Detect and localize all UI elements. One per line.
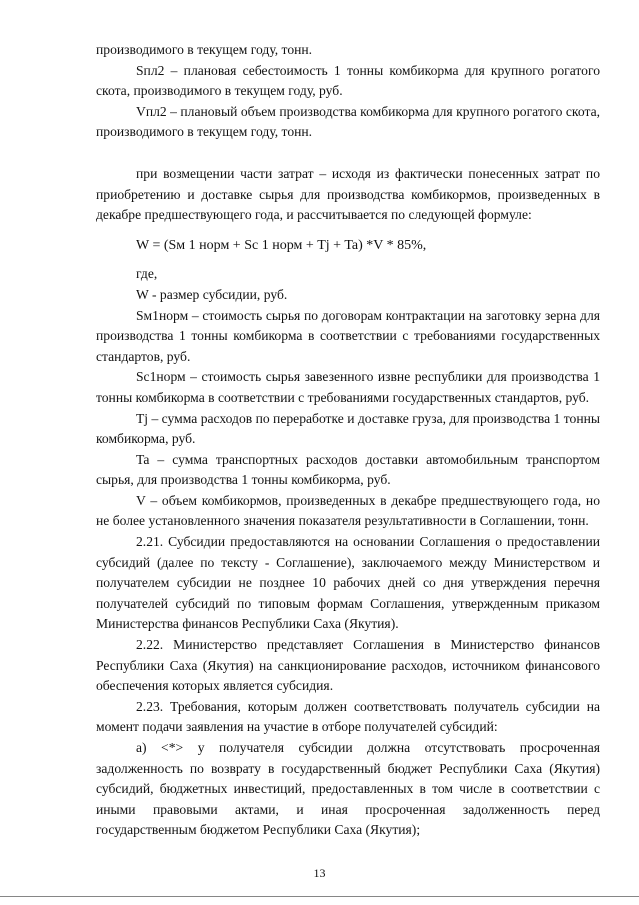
text-paragraph: Ta – сумма транспортных расходов доставки автомобильным транспортом сырья, для производства 1 тонны комбикорма, руб. xyxy=(96,451,600,488)
clause-2-22: 2.22. Министерство представляет Соглашения в Министерство финансов Республики Саха (Якутия) на санкционирование расходов, источником финансового обеспечения которых является субсидия. xyxy=(96,637,600,694)
bottom-edge-line xyxy=(0,896,639,897)
text-paragraph: Sпл2 – плановая себестоимость 1 тонны комбикорма для крупного рогатого скота, производимого в текущем году, руб. xyxy=(96,62,600,99)
text-paragraph: Sc1норм – стоимость сырья завезенного извне республики для производства 1 тонны комбикорма в соответствии с требованиями государственных стандартов, руб. xyxy=(96,369,600,405)
text-paragraph: Sм1норм – стоимость сырья по договорам контрактации на заготовку зерна для производства 1 тонны комбикорма в соответствии с требованиями государственных стандартов, руб. xyxy=(96,307,600,364)
clause-2-21: 2.21. Субсидии предоставляются на основании Соглашения о предоставлении субсидий (далее по тексту - Соглашение), заключаемого между Министерством и получателем субсидии не позднее 10 рабочих дней со дня утверждения перечня получателей субсидий по типовым формам Соглашения, утвержденным приказом Министерства финансов Республики Саха (Якутия). xyxy=(96,534,600,632)
text-paragraph: производимого в текущем году, тонн. xyxy=(96,42,313,57)
clause-2-23: 2.23. Требования, которым должен соответствовать получатель субсидии на момент подачи заявления на участие в отборе получателей субсидий: xyxy=(96,698,600,735)
text-paragraph: при возмещении части затрат – исходя из фактически понесенных затрат по приобретению и доставке сырья для производства комбикормов, произведенных в декабре предшествующего года, и рассчитывается по следующей формуле: xyxy=(96,165,600,223)
blank-line xyxy=(96,143,600,164)
clause-2-23-a: а) <*> у получателя субсидии должна отсутствовать просроченная задолженность по возврату в государственный бюджет Республики Саха (Якутия) субсидий, бюджетных инвестиций, предоставленных в том числе в соответствии с иными правовыми актами, и иная просроченная задолженность перед государственным бюджетом Республики Саха (Якутия); xyxy=(96,740,600,838)
text-paragraph: W - размер субсидии, руб. xyxy=(136,286,288,302)
text-paragraph: V – объем комбикормов, произведенных в декабре предшествующего года, но не более установленного значения показателя результативности в Соглашении, тонн. xyxy=(96,492,600,529)
text-paragraph: где, xyxy=(136,266,158,282)
text-paragraph: Tj – сумма расходов по переработке и доставке груза, для производства 1 тонны комбикорма, руб. xyxy=(96,410,600,447)
subsidy-formula: W = (Sм 1 норм + Sc 1 норм + Tj + Ta) *V * 85%, xyxy=(136,237,427,253)
text-paragraph: Vпл2 – плановый объем производства комбикорма для крупного рогатого скота, производимого в текущем году, тонн. xyxy=(96,103,600,140)
document-page xyxy=(96,40,600,841)
page-number: 13 xyxy=(313,866,326,880)
